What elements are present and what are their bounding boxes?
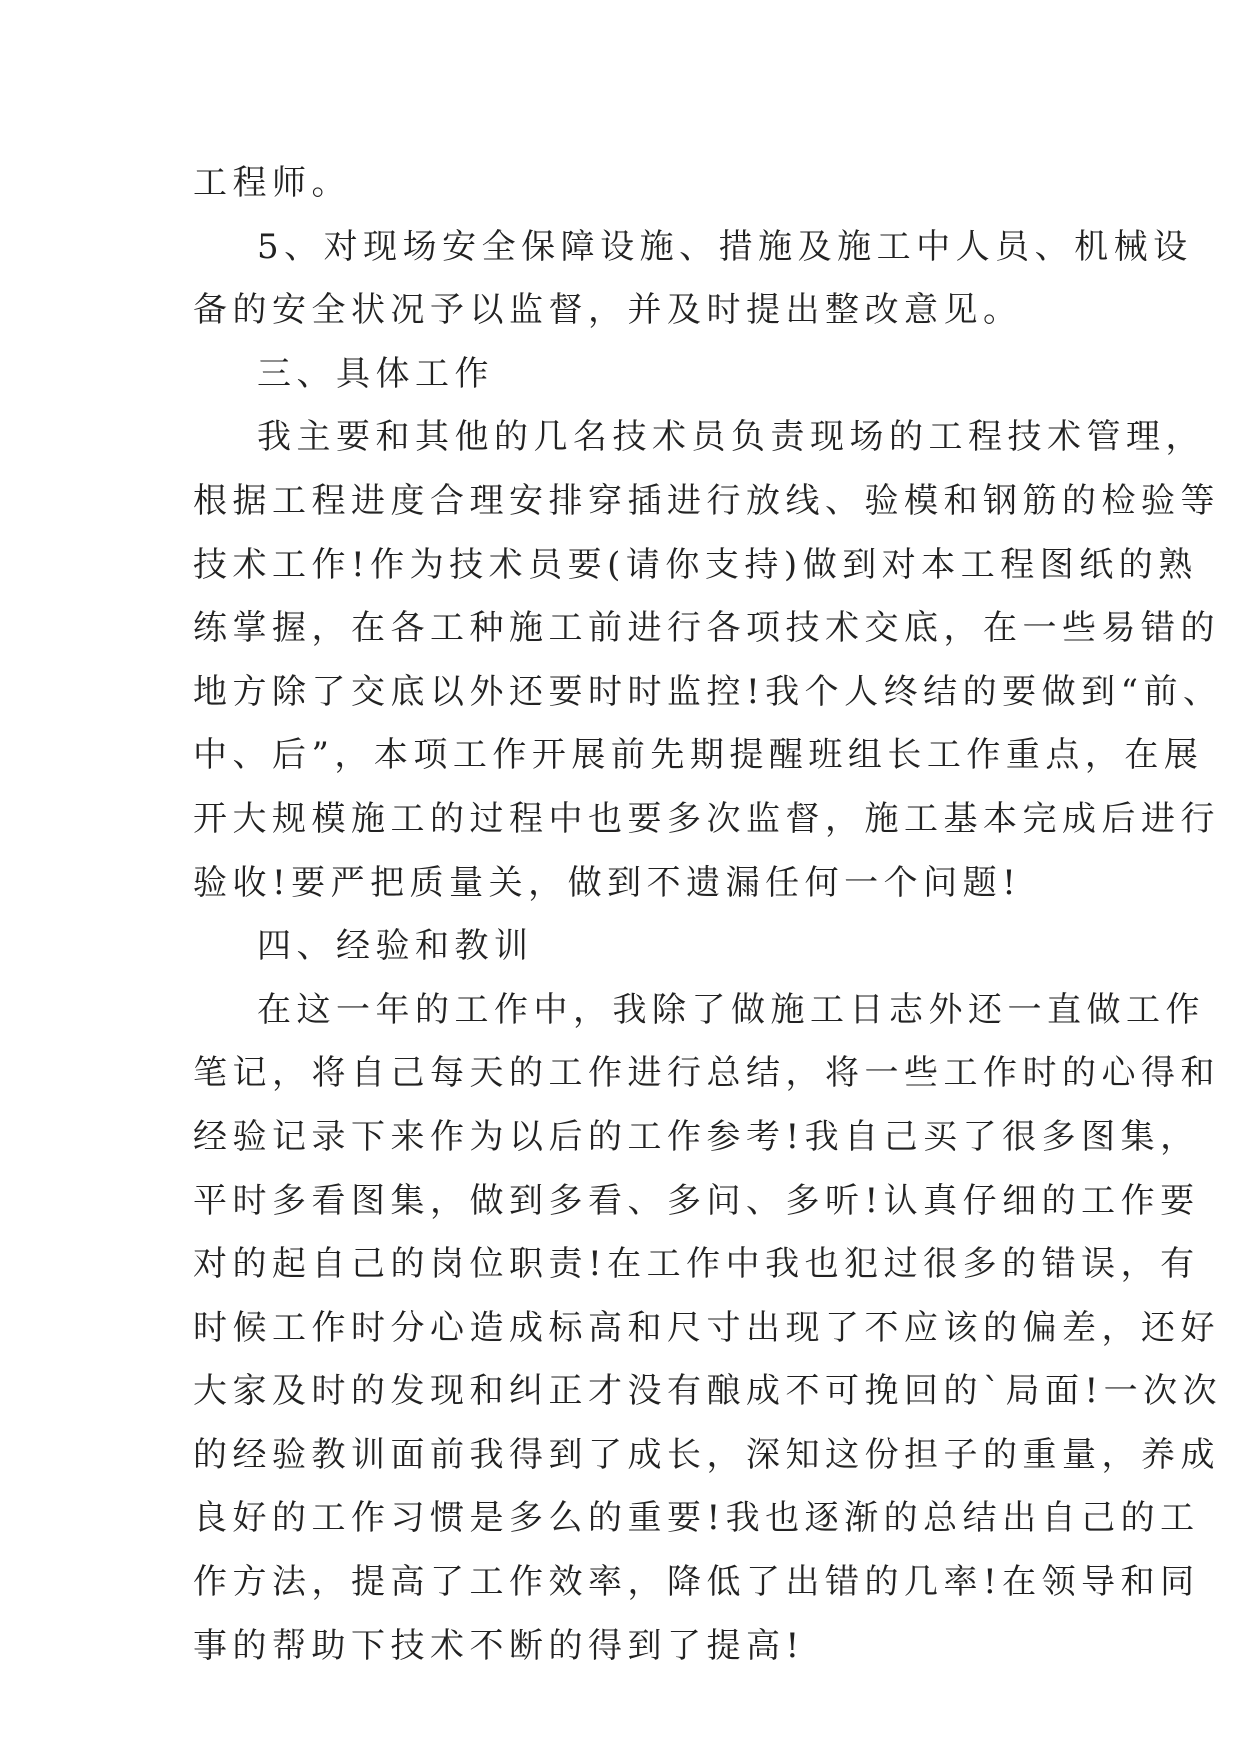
text-line: 四、经验和教训 (257, 926, 534, 967)
text-line: 三、具体工作 (257, 353, 494, 394)
text-line: 对的起自己的岗位职责!在工作中我也犯过很多的错误，有 (193, 1244, 1200, 1285)
text-line: 在这一年的工作中，我除了做施工日志外还一直做工作 (257, 989, 1205, 1030)
text-line: 事的帮助下技术不断的得到了提高! (193, 1625, 805, 1666)
text-line: 我主要和其他的几名技术员负责现场的工程技术管理， (257, 417, 1205, 458)
text-line: 的经验教训面前我得到了成长，深知这份担子的重量，养成 (193, 1434, 1220, 1475)
text-line: 练掌握，在各工种施工前进行各项技术交底，在一些易错的 (193, 608, 1220, 649)
text-line: 良好的工作习惯是多么的重要!我也逐渐的总结出自己的工 (193, 1498, 1200, 1539)
text-line: 经验记录下来作为以后的工作参考!我自己买了很多图集， (193, 1116, 1200, 1157)
text-line: 开大规模施工的过程中也要多次监督，施工基本完成后进行 (193, 798, 1220, 839)
text-line: 备的安全状况予以监督，并及时提出整改意见。 (193, 290, 1023, 331)
text-line: 作方法，提高了工作效率，降低了出错的几率!在领导和同 (193, 1562, 1200, 1603)
text-line: 技术工作!作为技术员要(请你支持)做到对本工程图纸的熟 (193, 544, 1198, 585)
text-line: 地方除了交底以外还要时时监控!我个人终结的要做到“前、 (193, 671, 1223, 712)
text-line: 平时多看图集，做到多看、多问、多听!认真仔细的工作要 (193, 1180, 1200, 1221)
text-line: 根据工程进度合理安排穿插进行放线、验模和钢筋的检验等 (193, 480, 1220, 521)
text-line: 笔记，将自己每天的工作进行总结，将一些工作时的心得和 (193, 1053, 1220, 1094)
text-line: 大家及时的发现和纠正才没有酿成不可挽回的`局面!一次次 (193, 1371, 1223, 1412)
text-line: 工程师。 (193, 163, 351, 203)
text-line: 验收!要严把质量关，做到不遗漏任何一个问题! (193, 862, 1022, 903)
text-line: 时候工作时分心造成标高和尺寸出现了不应该的偏差，还好 (193, 1307, 1220, 1348)
document-body (193, 152, 1223, 1678)
text-line: 5、对现场安全保障设施、措施及施工中人员、机械设 (257, 226, 1193, 267)
text-line: 中、后”，本项工作开展前先期提醒班组长工作重点，在展 (193, 735, 1204, 776)
